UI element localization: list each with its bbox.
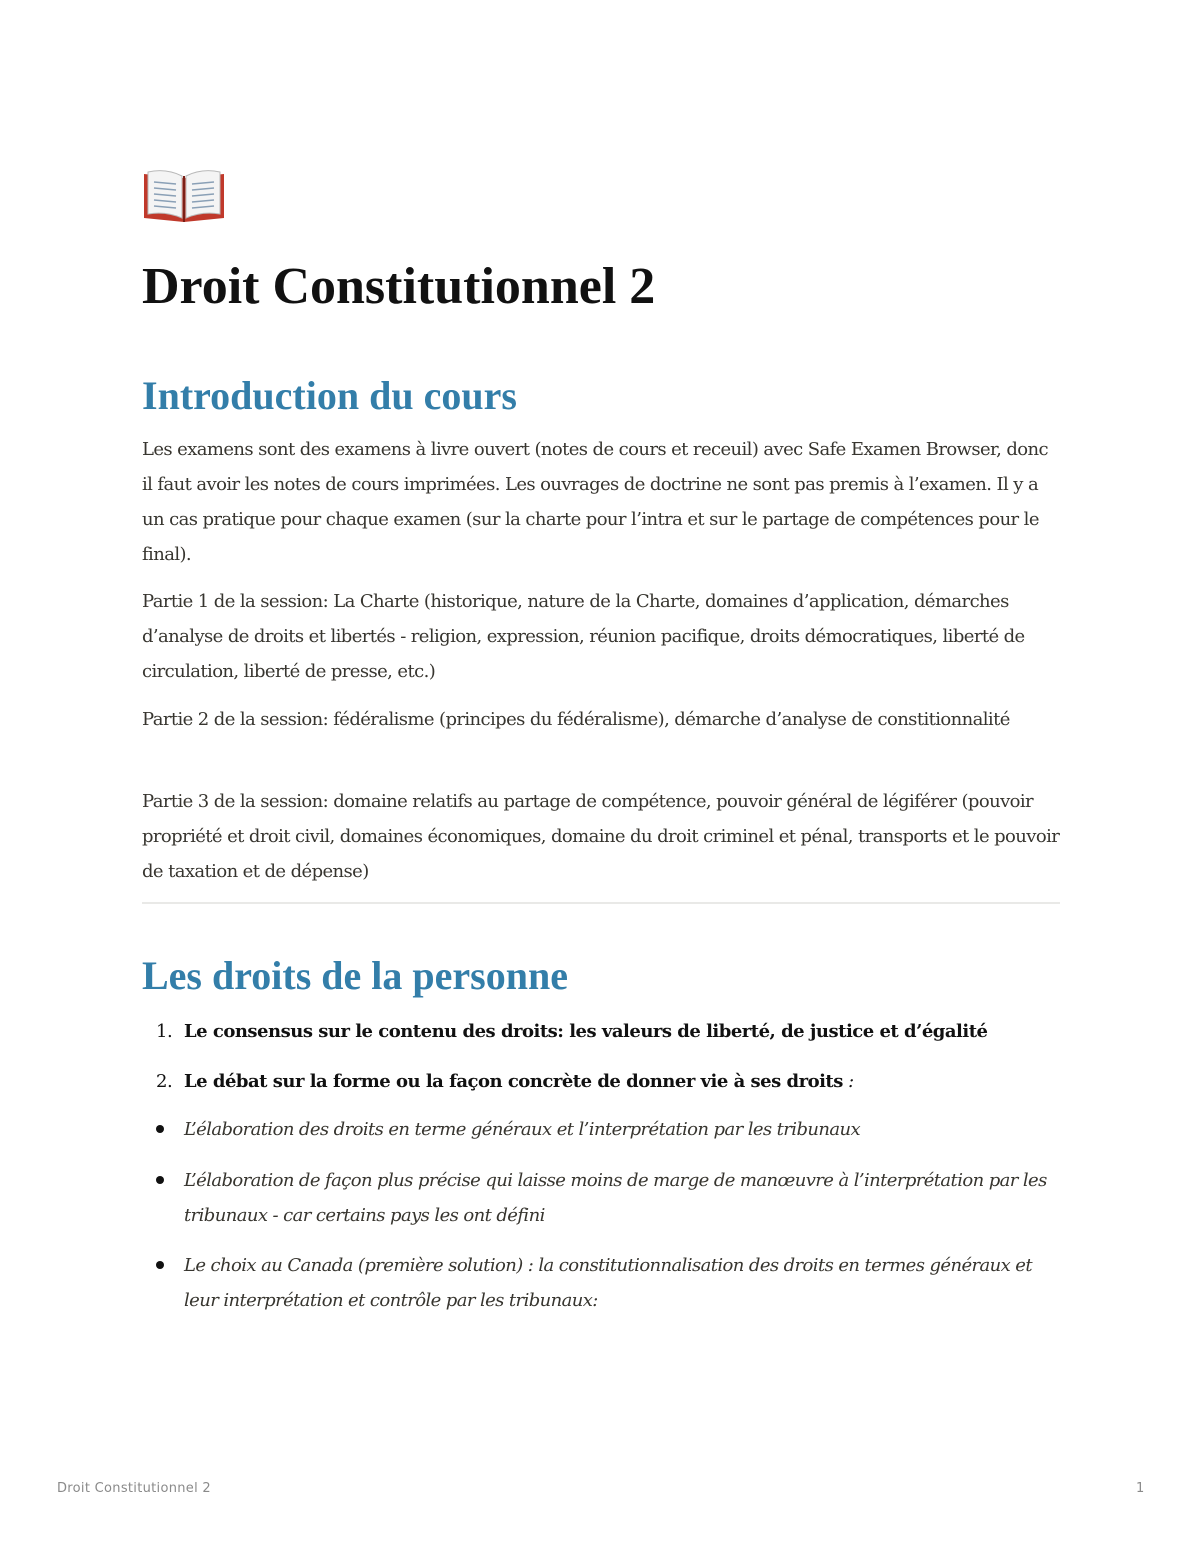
bullet-list-item: [142, 1112, 1060, 1147]
section-heading-introduction: Introduction du cours: [142, 373, 517, 418]
page-number: 1: [1136, 1481, 1145, 1496]
list-item-text: Le choix au Canada (première solution) : la constitutionnalisation des droits en termes généraux et leur interprétation et contrôle par les tribunaux:: [184, 1255, 1032, 1311]
list-number: 2.: [156, 1071, 173, 1092]
divider: [142, 902, 1060, 904]
bullet-dot-icon: [156, 1125, 164, 1133]
list-item-text: Le consensus sur le contenu des droits: les valeurs de liberté, de justice et d’égalité: [184, 1021, 988, 1042]
list-item-text: L’élaboration de façon plus précise qui laisse moins de marge de manœuvre à l’interprétation par les tribunaux - car certains pays les ont défini: [184, 1170, 1047, 1226]
bullet-list-item: [142, 1163, 1060, 1233]
footer-title: Droit Constitutionnel 2: [57, 1481, 212, 1496]
list-item-text: L’élaboration des droits en terme généraux et l’interprétation par les tribunaux: [184, 1119, 861, 1140]
list-number: 1.: [156, 1021, 173, 1042]
bullet-dot-icon: [156, 1176, 164, 1184]
paragraph: Les examens sont des examens à livre ouvert (notes de cours et receuil) avec Safe Examen Browser, donc il faut avoir les notes de cours imprimées. Les ouvrages de doctrine ne sont pas premis à l’examen. Il y a un cas pratique pour chaque examen (sur la charte pour l’intra et sur le partage de compétences pour le final).: [142, 439, 1048, 565]
open-book-icon: [142, 166, 226, 224]
bullet-dot-icon: [156, 1261, 164, 1269]
paragraph: Partie 3 de la session: domaine relatifs au partage de compétence, pouvoir général de légiférer (pouvoir propriété et droit civil, domaines économiques, domaine du droit criminel et pénal, transports et le pouvoir de taxation et de dépense): [142, 791, 1060, 882]
paragraph: Partie 2 de la session: fédéralisme (principes du fédéralisme), démarche d’analyse de constitionnalité: [142, 709, 1010, 730]
paragraph: Partie 1 de la session: La Charte (historique, nature de la Charte, domaines d’application, démarches d’analyse de droits et libertés - religion, expression, réunion pacifique, droits démocratiques, liberté de circulation, liberté de presse, etc.): [142, 591, 1025, 682]
bullet-list-item: [142, 1248, 1060, 1318]
list-item-text: Le débat sur la forme ou la façon concrète de donner vie à ses droits :: [184, 1071, 854, 1092]
page-title: Droit Constitutionnel 2: [142, 258, 656, 315]
section-heading-droits-personne: Les droits de la personne: [142, 953, 568, 998]
